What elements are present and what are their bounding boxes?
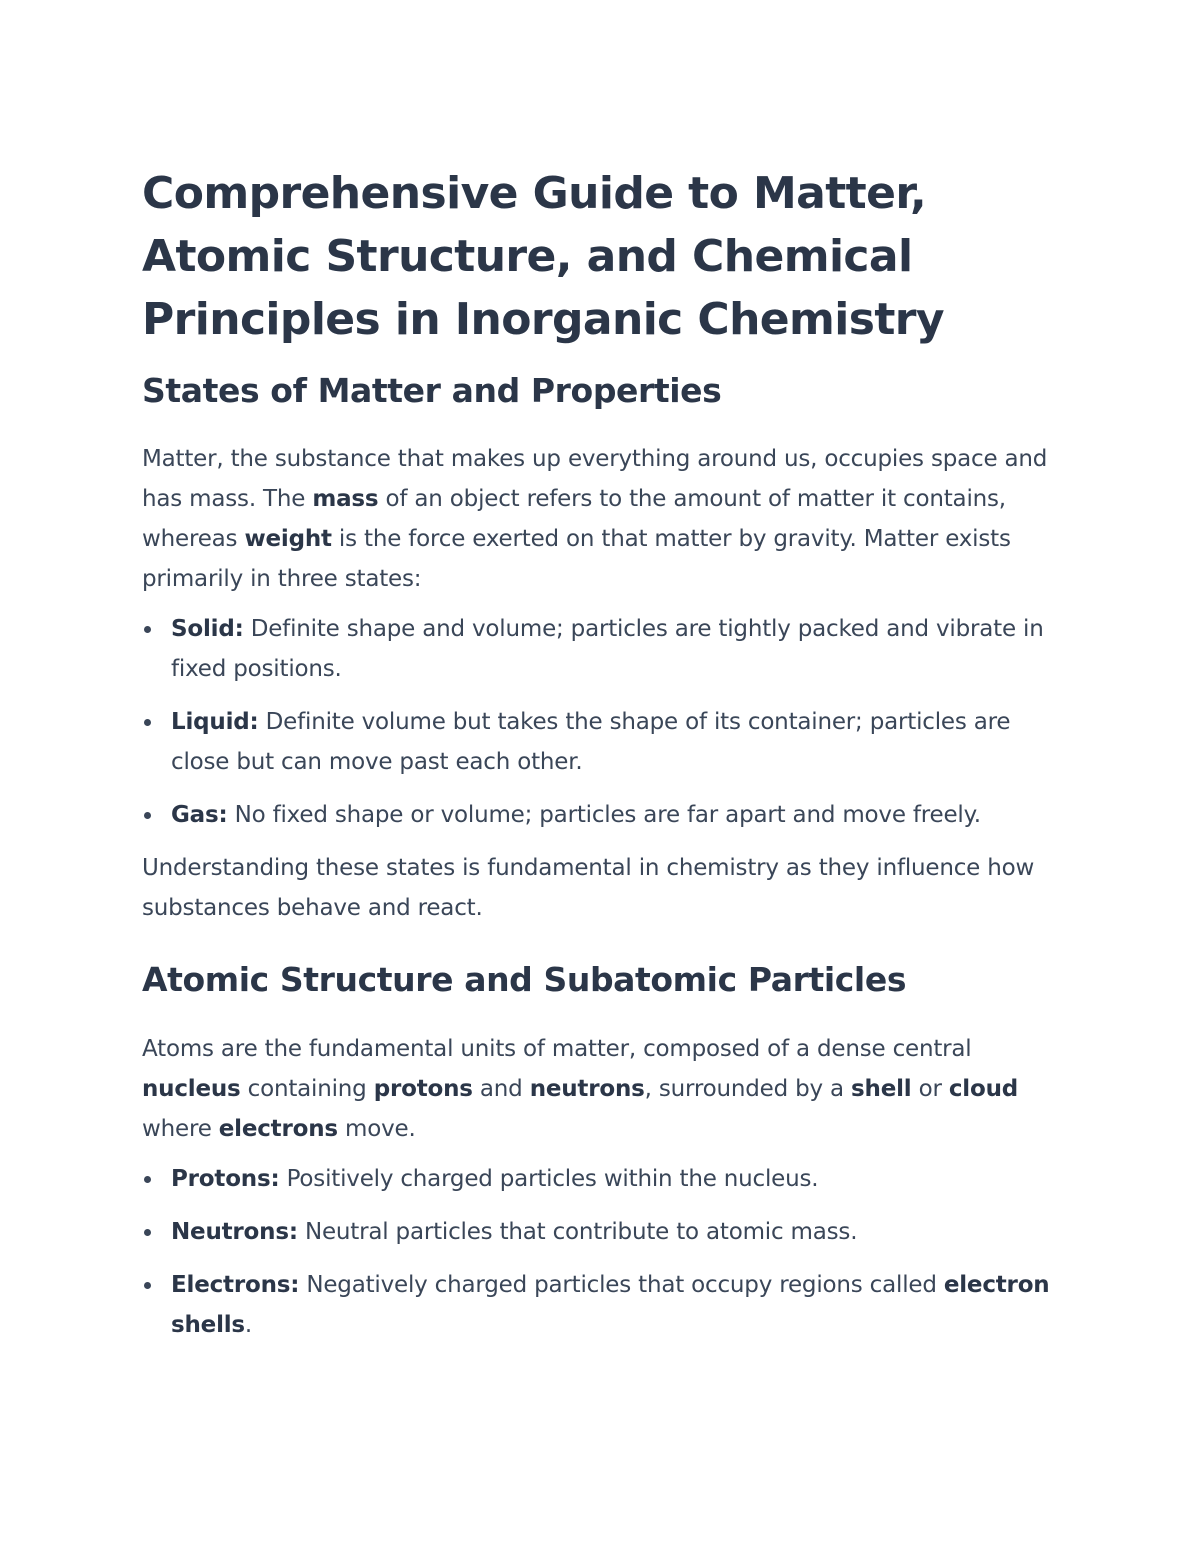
list-item-liquid [142,702,1072,782]
list-item-electrons [142,1265,1072,1345]
states-intro-paragraph [142,439,1072,599]
item-label: Solid: [171,616,244,642]
term-nucleus: nucleus [142,1076,241,1102]
term-cloud: cloud [948,1076,1019,1102]
term-weight: weight [244,526,332,552]
term-electrons: electrons [218,1116,338,1142]
bullet-icon [144,719,151,726]
term-shell: shell [851,1076,912,1102]
item-text: Definite shape and volume; particles are tightly packed and vibrate in fixed positions. [171,616,1044,682]
bullet-icon [144,812,151,819]
item-text: Neutral particles that contribute to atomic mass. [297,1219,858,1245]
particles-list [142,1159,1072,1345]
text-run: of an object refers to the amount of matter it contains, whereas [142,486,1006,552]
page-title: Comprehensive Guide to Matter, Atomic Structure, and Chemical Principles in Inorganic Chemistry [142,168,944,345]
item-label: Protons: [171,1166,280,1192]
item-label: Electrons: [171,1272,300,1298]
text-run: containing [240,1076,374,1102]
text-run: is the force exerted on that matter by gravity. Matter exists primarily in three states: [142,526,1011,592]
item-text: Negatively charged particles that occupy regions called [299,1272,944,1298]
text-run: , surrounded by a [644,1076,852,1102]
bullet-icon [144,1229,151,1236]
states-closing-paragraph: Understanding these states is fundamental in chemistry as they influence how substances behave and react. [142,855,1035,921]
item-text: . [244,1312,253,1338]
text-run: and [472,1076,530,1102]
term-mass: mass [312,486,379,512]
bullet-icon [144,1282,151,1289]
bullet-icon [144,626,151,633]
list-item-neutrons [142,1212,1072,1252]
text-run: Matter, the substance that makes up everything around us, occupies space and has mass. The [142,446,1048,512]
text-run: where [142,1116,219,1142]
term-electron-shells: electron shells [171,1272,1050,1338]
list-item-gas [142,795,1072,835]
states-list [142,609,1072,835]
list-item-solid [142,609,1072,689]
bullet-icon [144,1176,151,1183]
section-heading-states-of-matter: States of Matter and Properties [142,371,722,410]
text-run: move. [337,1116,416,1142]
text-run: or [911,1076,949,1102]
term-protons: protons [373,1076,473,1102]
list-item-protons [142,1159,1072,1199]
term-neutrons: neutrons [529,1076,645,1102]
item-text: No fixed shape or volume; particles are far apart and move freely. [227,802,981,828]
atoms-intro-paragraph [142,1029,1072,1149]
item-text: Positively charged particles within the nucleus. [279,1166,819,1192]
text-run: Atoms are the fundamental units of matter, composed of a dense central [142,1036,972,1062]
section-heading-atomic-structure: Atomic Structure and Subatomic Particles [142,960,907,999]
item-label: Liquid: [171,709,259,735]
document-page [142,162,1072,1358]
item-label: Neutrons: [171,1219,298,1245]
item-text: Definite volume but takes the shape of its container; particles are close but can move past each other. [171,709,1011,775]
item-label: Gas: [171,802,228,828]
